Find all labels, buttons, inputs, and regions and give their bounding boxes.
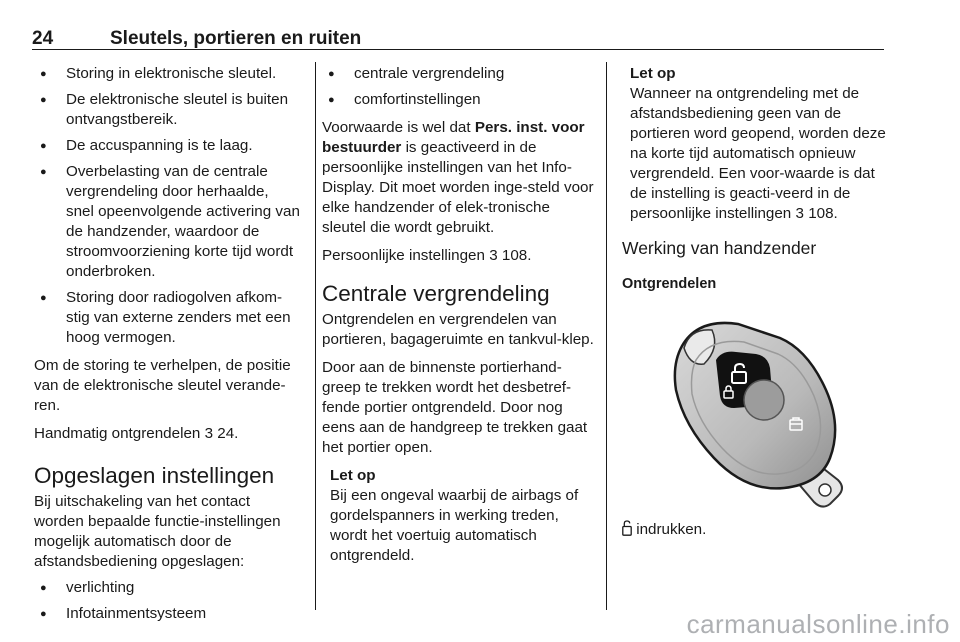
paragraph: Bij uitschakeling van het contact worden bepaalde functie-instellingen mogelijk automatisch door de afstandsbediening opgeslagen: — [34, 493, 281, 570]
note-text: Bij een ongeval waarbij de airbags of gordelspanners in werking treden, wordt het voertuig automatisch ontgrendeld. — [330, 487, 579, 564]
note-box — [622, 64, 892, 224]
unlock-icon — [622, 520, 632, 542]
reference-page: 108. — [808, 205, 838, 222]
reference-arrow-icon: 3 — [204, 425, 214, 442]
list-item: ● De elektronische sleutel is buiten ontvangstbereik. — [34, 90, 300, 130]
sub-heading: Ontgrendelen — [622, 276, 717, 292]
reference-arrow-icon: 3 — [795, 205, 804, 222]
caption — [622, 520, 882, 542]
column-divider-1 — [315, 62, 316, 610]
note-title: Let op — [330, 467, 376, 484]
reference-page: 24. — [217, 425, 239, 442]
column-2 — [322, 64, 594, 566]
list-item: ● Storing door radiogolven afkom-stig van externe zenders met een hoog vermogen. — [34, 288, 300, 348]
section-heading: Werking van handzender — [622, 238, 817, 258]
page-header — [0, 0, 960, 50]
key-fob-icon — [660, 308, 860, 518]
reference-page: 108. — [501, 247, 532, 264]
setting-name: Pers. inst. voor bestuurder — [322, 119, 585, 156]
list-item: ● centrale vergrendeling — [322, 64, 594, 84]
caption-text: indrukken. — [636, 521, 707, 538]
cross-reference[interactable] — [34, 424, 300, 444]
text-run: Voorwaarde is wel dat — [322, 119, 471, 136]
column-1 — [34, 64, 300, 632]
list-item: ● Infotainmentsysteem — [34, 604, 300, 624]
reference-label: Handmatig ontgrendelen — [34, 425, 201, 442]
paragraph — [322, 118, 594, 238]
page-title: Sleutels, portieren en ruiten — [110, 28, 362, 49]
list-item: ● Storing in elektronische sleutel. — [34, 64, 300, 84]
watermark: carmanualsonline.info — [686, 609, 950, 639]
cause-list — [34, 64, 300, 348]
note-box — [322, 466, 594, 566]
stored-settings-list-cont — [322, 64, 594, 110]
section-heading: Centrale vergrendeling — [322, 281, 550, 306]
reference-arrow-icon: 3 — [489, 247, 498, 264]
page-number: 24 — [32, 28, 54, 49]
column-3 — [622, 64, 892, 294]
section-heading: Opgeslagen instellingen — [34, 463, 275, 488]
reference-label: Persoonlijke instellingen — [322, 247, 485, 264]
stored-settings-list — [34, 578, 300, 624]
note-title: Let op — [630, 65, 676, 82]
paragraph: Om de storing te verhelpen, de positie van de elektronische sleutel verande-ren. — [34, 357, 291, 414]
column-divider-2 — [606, 62, 607, 610]
key-fob-illustration — [660, 308, 860, 518]
cross-reference[interactable] — [322, 246, 594, 266]
list-item: ● comfortinstellingen — [322, 90, 594, 110]
note-text: Wanneer na ontgrendeling met de afstandsbediening geen van de portieren word geopend, worden deze na korte tijd automatisch opnieuw vergrendeld. Een voor-waarde is dat de instelling is geacti-veerd in de persoonlijke instellingen — [630, 85, 886, 222]
header-rule — [32, 49, 884, 50]
list-item: ● De accuspanning is te laag. — [34, 136, 300, 156]
paragraph: Ontgrendelen en vergrendelen van portieren, bagageruimte en tankvul-klep. — [322, 311, 594, 348]
list-item: ● verlichting — [34, 578, 300, 598]
list-item: ● Overbelasting van de centrale vergrendeling door herhaalde, snel opeenvolgende activering van de handzender, waardoor de stroomvoorziening korte tijd wordt onderbroken. — [34, 162, 300, 282]
paragraph: Door aan de binnenste portierhand-greep te trekken wordt het desbetref-fende portier ontgrendeld. Door nog eens aan de handgreep te trekken gaat het portier open. — [322, 359, 588, 456]
text-run: is geactiveerd in de persoonlijke instellingen van het Info-Display. Dit moet worden inge-steld voor elke handzender of elek-tronische sleutel die wordt gebruikt. — [322, 139, 594, 236]
